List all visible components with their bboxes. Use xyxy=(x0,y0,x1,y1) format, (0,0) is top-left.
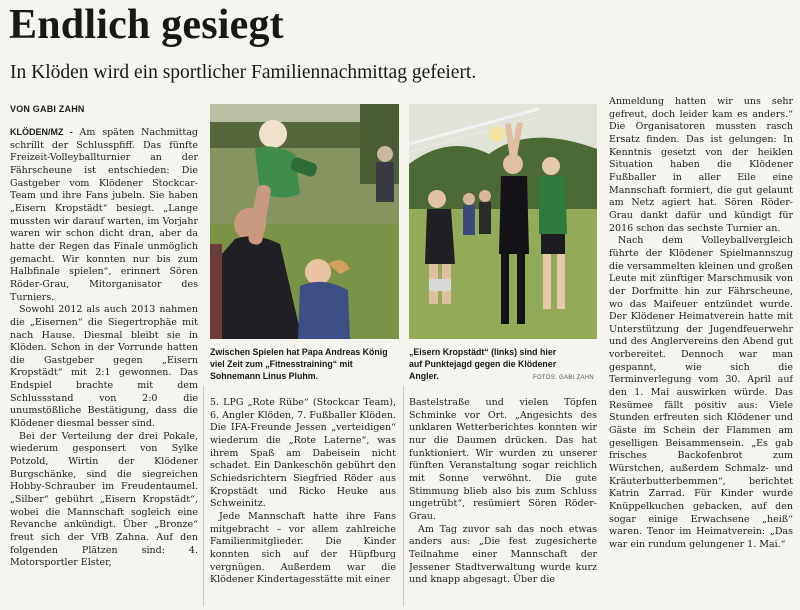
photo-illustration xyxy=(409,104,597,339)
photo-volleyball-match xyxy=(409,104,597,339)
headline: Endlich gesiegt xyxy=(9,2,284,48)
paragraph: KLÖDEN/MZ - Am späten Nachmittag schrillt der Schlusspfiff. Das fünfte Freizeit-Volleyballturnier an der Fährscheune ist entschieden: Die Gastgeber vom Klödener Stockcar-Team und ihre Fans jubeln. Sie haben „Eisern Kropstädt“ besiegt. „Lange mussten wir darauf warten, im Vorjahr waren wir schon dicht dran, aber da hatte der Regen das Finale unmöglich gemacht. Wir konnten nur bis zum Halbfinale spielen“, erinnert Sören Röder-Grau, Mitorganisator des Turniers. xyxy=(10,127,198,303)
paragraph: Am Tag zuvor sah das noch etwas anders aus: „Die fest zugesicherte Teilnahme einer Mannschaft der Jessener Stadtverwaltung wurde kurz und knapp abgesagt. Über die xyxy=(409,523,597,586)
paragraph: Nach dem Volleyballvergleich führte der Klödener Spielmannszug die versammelten kleinen und großen Leute mit zünftiger Marschmusik von der Dorfmitte hin zur Fährscheune, wo das Maifeuer entzündet wurde. Der Klödener Heimatverein hatte mit Unterstützung der Jugendfeuerwehr und des Anglervereins den Abend gut vorbereitet. Dennoch war man gespannt, wie sich die Terminverlegung vom 30. April auf den 1. Mai auswirken würde. Das Resümee fällt positiv aus: Viele Stunden erfreuten sich Klödener und Gäste im Schein der Flammen am geselligen Beisammensein. „Es gab frisches Backofenbrot zum Würstchen, außerdem Schmalz- und Kräuterbutterbemmen“, berichtet Katrin Zarrad. Für Kinder wurde Knüppelkuchen gebacken, auf den sogar einige Erwachsene „heiß“ waren. Tenor im Heimatverein: „Das war ein rundum gelungener 1. Mai.“ xyxy=(609,235,793,550)
dateline: KLÖDEN/MZ - xyxy=(10,127,73,137)
paragraph: Jede Mannschaft hatte ihre Fans mitgebracht – vor allem zahlreiche Familienmitglieder. Die Kinder konnten sich auf der Hüpfburg vergnügen. Außerdem war die Klödener Kindertagesstätte mit einer xyxy=(210,510,396,586)
photo-credit: FOTOS: GABI ZAHN xyxy=(533,375,595,381)
byline: VON GABI ZAHN xyxy=(10,104,85,114)
photo-2-caption: „Eisern Kropstädt“ (links) sind hier auf Punktejagd gegen die Klödener Angler. xyxy=(409,347,557,381)
article-column-4 xyxy=(609,96,793,607)
paragraph: Bastelstraße und vielen Töpfen Schminke vor Ort. „Angesichts des unklaren Wetterberichtes konnten wir nur die Daumen drücken. Das hat funktioniert. Wir wurden zu unserer fünften Veranstaltung sogar reichlich mit Sonne verwöhnt. Die gute Stimmung blieb also bis zum Schluss ungetrübt“, resümiert Sören Röder-Grau. xyxy=(409,397,597,522)
article-column-2 xyxy=(210,397,396,607)
article-column-3 xyxy=(409,397,597,607)
column-divider xyxy=(403,386,404,606)
paragraph: Anmeldung hatten wir uns sehr gefreut, doch leider kam es anders.“ Die Organisatoren mussten rasch Ersatz finden. Das ist gelungen: In Kenntnis gesetzt von der heiklen Situation haben die Klödener Fußballer in aller Eile eine Mannschaft formiert, die gut gelaunt am Netz agiert hat. Sören Röder-Grau dankt dafür und kündigt für 2016 schon das sechste Turnier an. xyxy=(609,96,793,234)
paragraph: Sowohl 2012 als auch 2013 nahmen die „Eisernen“ die Siegertrophäe mit nach Hause. Diesmal bleibt sie in Klöden. Schon in der Vorrunde hatten die Gastgeber gegen „Eisern Kropstädt“ mit 2:1 gewonnen. Das Endspiel brachte mit dem Schlussstand von 2:0 die unumstößliche Bestätigung, dass die Klödener diesmal besser sind. xyxy=(10,304,198,430)
article-column-1 xyxy=(10,126,198,606)
photo-father-and-son xyxy=(210,104,399,339)
photo-1-caption: Zwischen Spielen hat Papa Andreas König viel Zeit zum „Fitnesstraining“ mit Sohnemann Linus Pluhm. xyxy=(210,347,388,381)
paragraph: 5. LPG „Rote Rübe“ (Stockcar Team), 6. Angler Klöden, 7. Fußballer Klöden. Die IFA-Freunde Jessen „verteidigen“ wiederum die „Rote Laterne“, was ihrem Spaß am Dabeisein nicht schadet. Ein Dankeschön gebührt den Schiedsrichtern Siegfried Röder aus Kropstädt und Ricko Heuke aus Schweinitz. xyxy=(210,397,396,510)
paragraph: Bei der Verteilung der drei Pokale, wiederum gesponsert von Sylke Potzold, Wirtin der Klödener Burgschänke, sind die siegreichen Hobby-Schrauber im Freudentaumel. „Silber“ gebührt „Eisern Kropstädt“, wobei die Mannschaft sogleich eine Revanche ankündigt. Über „Bronze“ freut sich der VfB Zahna. Auf den folgenden Plätzen sind: 4. Motorsportler Elster, xyxy=(10,430,198,569)
column-divider xyxy=(203,386,204,606)
subheadline: In Klöden wird ein sportlicher Familiennachmittag gefeiert. xyxy=(10,62,477,83)
photo-illustration xyxy=(210,104,399,339)
